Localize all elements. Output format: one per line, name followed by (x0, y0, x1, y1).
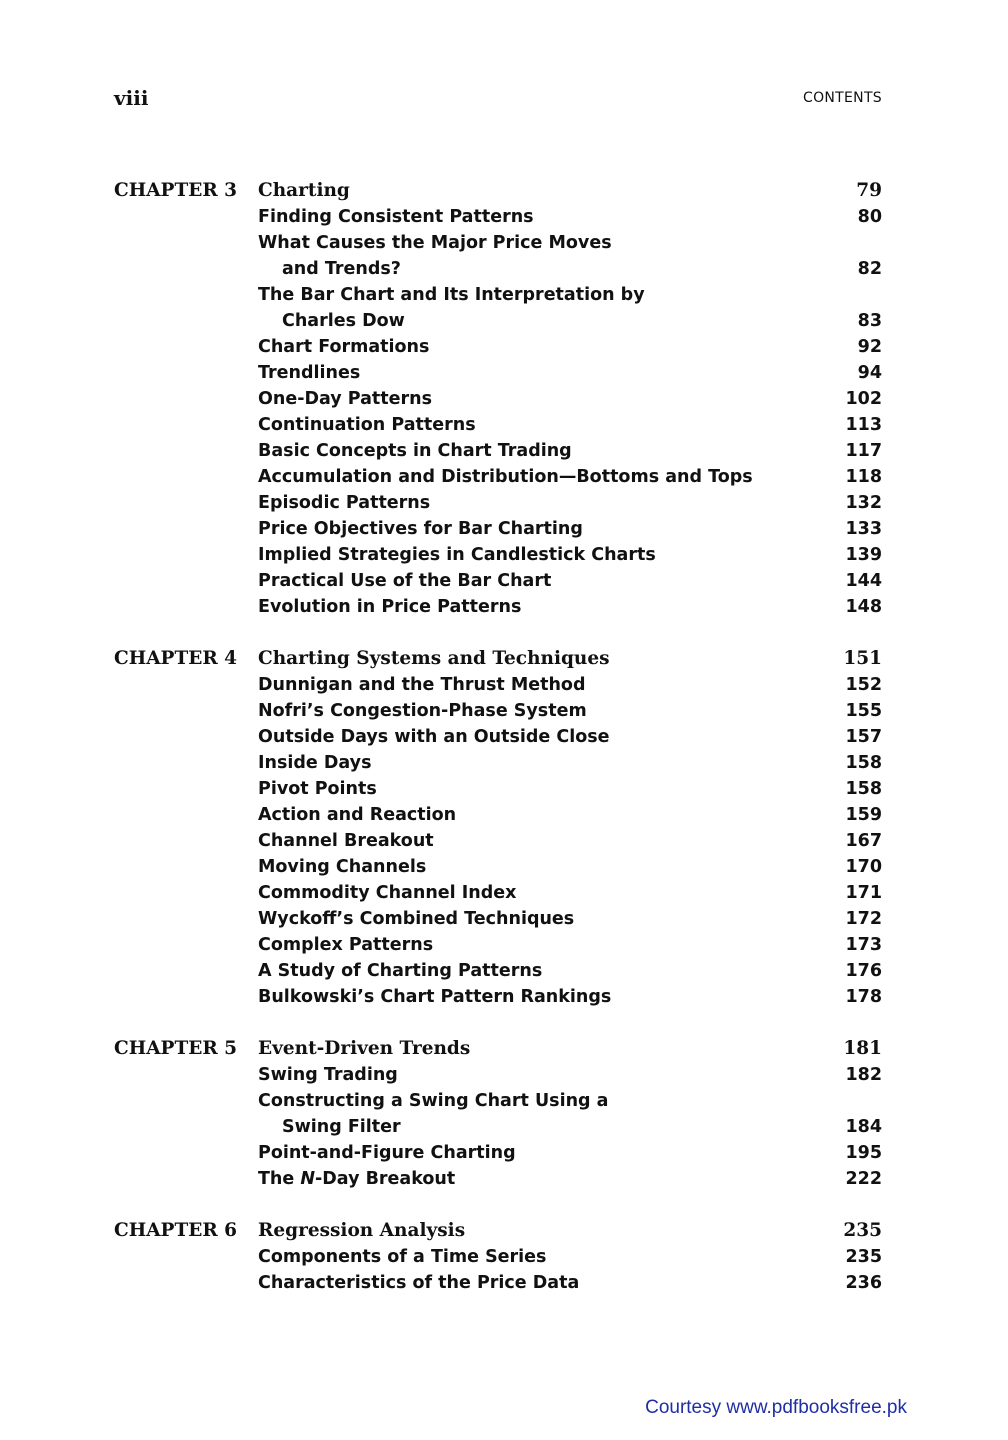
toc-entry[interactable] (114, 932, 882, 958)
toc-entry[interactable] (114, 360, 882, 386)
entry-title: Point-and-Figure Charting (258, 1143, 516, 1163)
toc-entry[interactable] (114, 230, 882, 256)
toc-entry[interactable] (114, 204, 882, 230)
entry-title (258, 1166, 455, 1192)
toc-entry-continued[interactable] (114, 308, 882, 334)
entry-title: Components of a Time Series (258, 1247, 547, 1267)
chapter-4-section (114, 646, 882, 1010)
entry-page: 144 (845, 571, 882, 591)
entry-title: Outside Days with an Outside Close (258, 727, 610, 747)
entry-page: 222 (845, 1169, 882, 1189)
page-number: viii (114, 86, 149, 110)
entry-page: 133 (845, 519, 882, 539)
toc-entry[interactable] (114, 698, 882, 724)
chapter-page: 151 (843, 648, 882, 669)
toc-entry[interactable] (114, 880, 882, 906)
chapter-heading[interactable] (114, 178, 882, 204)
entry-title-suffix: -Day Breakout (315, 1169, 456, 1189)
entry-page: 195 (845, 1143, 882, 1163)
toc-entry[interactable] (114, 1166, 882, 1192)
entry-page: 94 (857, 363, 882, 383)
chapter-heading[interactable] (114, 1218, 882, 1244)
toc-entry[interactable] (114, 1140, 882, 1166)
entry-page: 118 (845, 467, 882, 487)
chapter-label: CHAPTER 3 (114, 180, 238, 201)
entry-page: 83 (857, 311, 882, 331)
chapter-page: 181 (843, 1038, 882, 1059)
chapter-label: CHAPTER 6 (114, 1220, 238, 1241)
entry-page: 173 (845, 935, 882, 955)
entry-title: One-Day Patterns (258, 389, 433, 409)
running-title: CONTENTS (803, 90, 882, 106)
toc-entry[interactable] (114, 594, 882, 620)
toc-entry[interactable] (114, 750, 882, 776)
toc-entry[interactable] (114, 1244, 882, 1270)
entry-page: 132 (845, 493, 882, 513)
entry-page: 158 (845, 779, 882, 799)
entry-title: Practical Use of the Bar Chart (258, 571, 552, 591)
entry-title: Swing Filter (282, 1117, 401, 1137)
entry-title: Action and Reaction (258, 805, 457, 825)
toc-entry[interactable] (114, 464, 882, 490)
chapter-title: Regression Analysis (258, 1220, 466, 1241)
toc-entry[interactable] (114, 282, 882, 308)
toc-entry[interactable] (114, 542, 882, 568)
entry-title: Chart Formations (258, 337, 430, 357)
entry-title: Evolution in Price Patterns (258, 597, 522, 617)
chapter-title: Event-Driven Trends (258, 1038, 471, 1059)
entry-page: 148 (845, 597, 882, 617)
toc-entry[interactable] (114, 724, 882, 750)
entry-title: What Causes the Major Price Moves (258, 233, 612, 253)
entry-title: Complex Patterns (258, 935, 434, 955)
toc-entry[interactable] (114, 958, 882, 984)
entry-title: Implied Strategies in Candlestick Charts (258, 545, 656, 565)
entry-page: 157 (845, 727, 882, 747)
entry-title: Bulkowski’s Chart Pattern Rankings (258, 987, 612, 1007)
toc-entry[interactable] (114, 568, 882, 594)
toc-entry[interactable] (114, 516, 882, 542)
entry-title: Basic Concepts in Chart Trading (258, 441, 572, 461)
toc-entry[interactable] (114, 854, 882, 880)
entry-page: 102 (845, 389, 882, 409)
entry-page: 82 (857, 259, 882, 279)
entry-page: 139 (845, 545, 882, 565)
entry-title: Episodic Patterns (258, 493, 431, 513)
entry-page: 117 (845, 441, 882, 461)
chapter-title: Charting (258, 180, 350, 201)
entry-page: 113 (845, 415, 882, 435)
toc-entry[interactable] (114, 1088, 882, 1114)
entry-page: 236 (845, 1273, 882, 1293)
table-of-contents (114, 178, 882, 1322)
chapter-3-section (114, 178, 882, 620)
entry-page: 170 (845, 857, 882, 877)
toc-entry[interactable] (114, 776, 882, 802)
courtesy-link[interactable]: Courtesy www.pdfbooksfree.pk (645, 1397, 907, 1418)
entry-title: Charles Dow (282, 311, 405, 331)
entry-title: Wyckoff’s Combined Techniques (258, 909, 575, 929)
entry-page: 159 (845, 805, 882, 825)
toc-entry[interactable] (114, 828, 882, 854)
chapter-label: CHAPTER 4 (114, 648, 238, 669)
chapter-title: Charting Systems and Techniques (258, 648, 610, 669)
chapter-page: 235 (843, 1220, 882, 1241)
chapter-5-section (114, 1036, 882, 1192)
entry-title: and Trends? (282, 259, 401, 279)
toc-entry[interactable] (114, 984, 882, 1010)
entry-title: Accumulation and Distribution—Bottoms and Tops (258, 467, 753, 487)
toc-entry[interactable] (114, 490, 882, 516)
entry-title: Commodity Channel Index (258, 883, 517, 903)
toc-entry[interactable] (114, 438, 882, 464)
entry-title: Characteristics of the Price Data (258, 1273, 580, 1293)
entry-title: Dunnigan and the Thrust Method (258, 675, 586, 695)
entry-title: Trendlines (258, 363, 361, 383)
entry-page: 92 (857, 337, 882, 357)
toc-entry-continued[interactable] (114, 1114, 882, 1140)
entry-page: 182 (845, 1065, 882, 1085)
toc-entry[interactable] (114, 1062, 882, 1088)
entry-page: 80 (857, 207, 882, 227)
entry-title: A Study of Charting Patterns (258, 961, 543, 981)
entry-page: 171 (845, 883, 882, 903)
entry-page: 178 (845, 987, 882, 1007)
entry-page: 152 (845, 675, 882, 695)
entry-title: Constructing a Swing Chart Using a (258, 1091, 609, 1111)
chapter-heading[interactable] (114, 646, 882, 672)
entry-title: Moving Channels (258, 857, 427, 877)
chapter-heading[interactable] (114, 1036, 882, 1062)
entry-title: Continuation Patterns (258, 415, 476, 435)
entry-page: 167 (845, 831, 882, 851)
entry-title: The Bar Chart and Its Interpretation by (258, 285, 645, 305)
toc-entry[interactable] (114, 386, 882, 412)
toc-entry[interactable] (114, 1270, 882, 1296)
entry-title: Nofri’s Congestion-Phase System (258, 701, 587, 721)
entry-page: 235 (845, 1247, 882, 1267)
toc-entry[interactable] (114, 906, 882, 932)
entry-title: Pivot Points (258, 779, 377, 799)
entry-title: Price Objectives for Bar Charting (258, 519, 583, 539)
entry-page: 172 (845, 909, 882, 929)
toc-entry[interactable] (114, 802, 882, 828)
entry-title-italic: N (300, 1169, 316, 1189)
entry-title: Channel Breakout (258, 831, 434, 851)
chapter-page: 79 (856, 180, 882, 201)
entry-page: 158 (845, 753, 882, 773)
entry-title: Swing Trading (258, 1065, 398, 1085)
toc-entry[interactable] (114, 672, 882, 698)
toc-entry-continued[interactable] (114, 256, 882, 282)
entry-title: Inside Days (258, 753, 372, 773)
toc-entry[interactable] (114, 412, 882, 438)
entry-page: 176 (845, 961, 882, 981)
entry-page: 155 (845, 701, 882, 721)
chapter-label: CHAPTER 5 (114, 1038, 238, 1059)
entry-page: 184 (845, 1117, 882, 1137)
entry-title-prefix: The (258, 1169, 301, 1189)
toc-entry[interactable] (114, 334, 882, 360)
chapter-6-section (114, 1218, 882, 1296)
entry-title: Finding Consistent Patterns (258, 207, 534, 227)
